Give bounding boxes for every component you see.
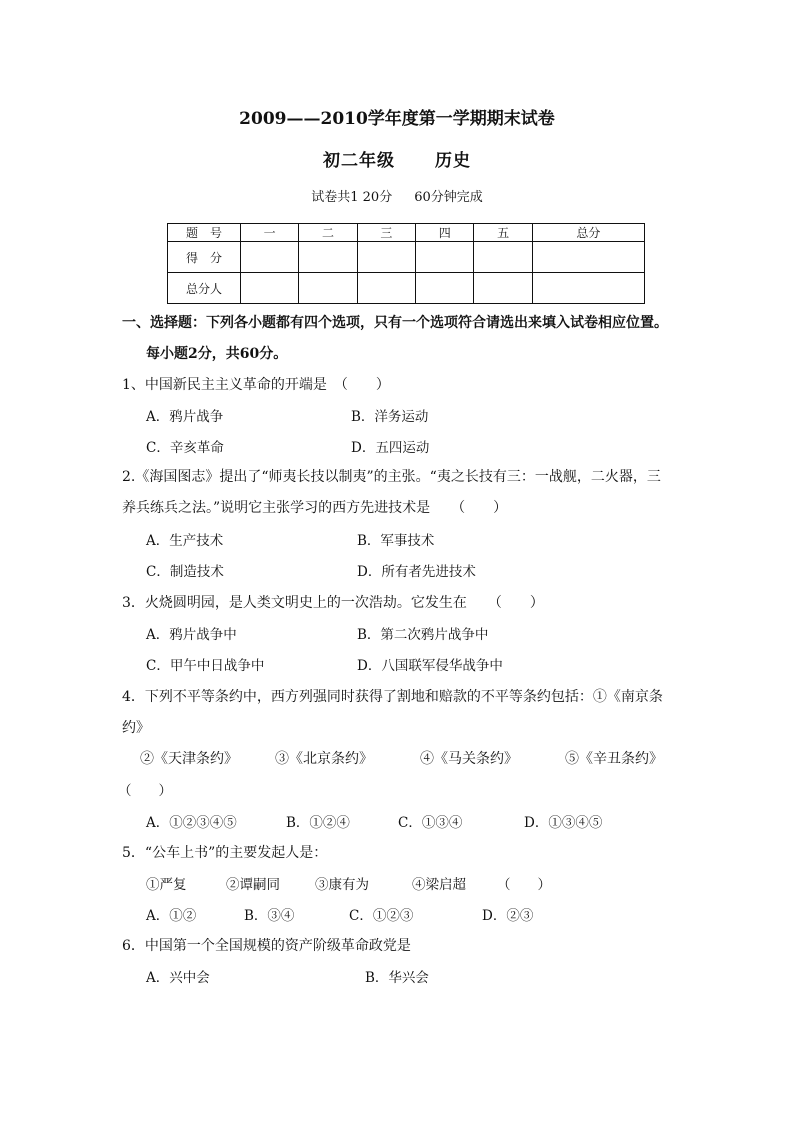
header-cell: 二 [299,224,357,242]
question-4-answer-paren: （ ） [118,783,172,799]
question-5-item-1: ①严复 [146,877,187,893]
question-3-option-d: D．八国联军侵华战争中 [357,658,503,674]
score-cell[interactable] [416,242,474,273]
question-1-option-d: D．五四运动 [351,440,430,456]
score-cell[interactable] [532,242,644,273]
row-label: 得 分 [168,242,241,273]
time-limit-info: 60分钟完成 [414,190,483,205]
score-cell[interactable] [299,273,357,304]
question-4-item-5: ⑤《辛丑条约》 [565,751,663,767]
question-5-option-c: C．①②③ [349,908,414,924]
question-5-stem: 5．“公车上书”的主要发起人是： [122,845,328,861]
question-5-answer-paren: （ ） [497,877,551,893]
score-cell[interactable] [474,273,532,304]
section-scoring: 每小题2分，共60分。 [146,346,288,362]
question-3-option-c: C．甲午中日战争中 [146,658,265,674]
subject-label: 历史 [435,151,471,171]
question-4-item-3: ③《北京条约》 [275,751,373,767]
question-6-option-a: A．兴中会 [146,970,210,986]
question-2-stem-cont: 养兵练兵之法。”说明它主张学习的西方先进技术是 （ ） [122,500,508,516]
header-cell: 四 [416,224,474,242]
question-1-option-a: A．鸦片战争 [146,409,224,425]
score-table [167,223,645,304]
question-4-option-d: D．①③④⑤ [524,815,603,831]
question-4-stem: 4．下列不平等条约中，西方列强同时获得了割地和赔款的不平等条约包括：①《南京条 [122,689,663,705]
score-cell[interactable] [299,242,357,273]
question-4-option-b: B．①②④ [286,815,350,831]
question-2-option-a: A．生产技术 [146,533,224,549]
exam-title: 2009——2010学年度第一学期期末试卷 [239,109,555,129]
header-cell: 一 [241,224,299,242]
question-3-option-b: B．第二次鸦片战争中 [357,627,489,643]
question-4-stem-cont: 约》 [122,720,150,736]
score-table-row [168,273,645,304]
header-cell: 五 [474,224,532,242]
question-4-option-c: C．①③④ [398,815,463,831]
score-cell[interactable] [357,242,415,273]
exam-info [0,186,794,205]
section-instructions: 一、选择题：下列各小题都有四个选项，只有一个选项符合请选出来填入试卷相应位置。 [122,315,668,331]
question-2-option-d: D．所有者先进技术 [357,564,476,580]
question-1-stem: 1、中国新民主主义革命的开端是 （ ） [122,377,390,393]
score-cell[interactable] [416,273,474,304]
question-5-option-d: D．②③ [482,908,534,924]
header-cell: 题 号 [168,224,241,242]
header-cell: 三 [357,224,415,242]
question-5-option-b: B．③④ [244,908,295,924]
score-cell[interactable] [241,273,299,304]
grade-label: 初二年级 [323,151,395,171]
score-cell[interactable] [532,273,644,304]
question-2-option-b: B．军事技术 [357,533,435,549]
exam-subtitle [0,146,794,171]
question-4-option-a: A．①②③④⑤ [146,815,237,831]
question-4-item-2: ②《天津条约》 [140,751,238,767]
question-1-option-c: C．辛亥革命 [146,440,224,456]
question-1-option-b: B．洋务运动 [351,409,429,425]
question-5-item-4: ④梁启超 [412,877,466,893]
row-label: 总分人 [168,273,241,304]
question-3-option-a: A．鸦片战争中 [146,627,237,643]
question-3-stem: 3．火烧圆明园，是人类文明史上的一次浩劫。它发生在 （ ） [122,595,544,611]
question-6-stem: 6．中国第一个全国规模的资产阶级革命政党是 [122,938,411,954]
score-cell[interactable] [474,242,532,273]
question-2-stem: 2.《海国图志》提出了“师夷长技以制夷”的主张。“夷之长技有三：一战舰，二火器，三 [122,469,661,485]
question-4-item-4: ④《马关条约》 [420,751,518,767]
score-table-row [168,242,645,273]
score-cell[interactable] [357,273,415,304]
question-2-option-c: C．制造技术 [146,564,224,580]
score-cell[interactable] [241,242,299,273]
question-5-item-2: ②谭嗣同 [226,877,280,893]
header-cell: 总分 [532,224,644,242]
question-5-option-a: A．①② [146,908,197,924]
total-score-info: 试卷共1 20分 [311,190,393,205]
question-6-option-b: B．华兴会 [365,970,429,986]
question-5-item-3: ③康有为 [315,877,369,893]
score-table-header [168,224,645,242]
